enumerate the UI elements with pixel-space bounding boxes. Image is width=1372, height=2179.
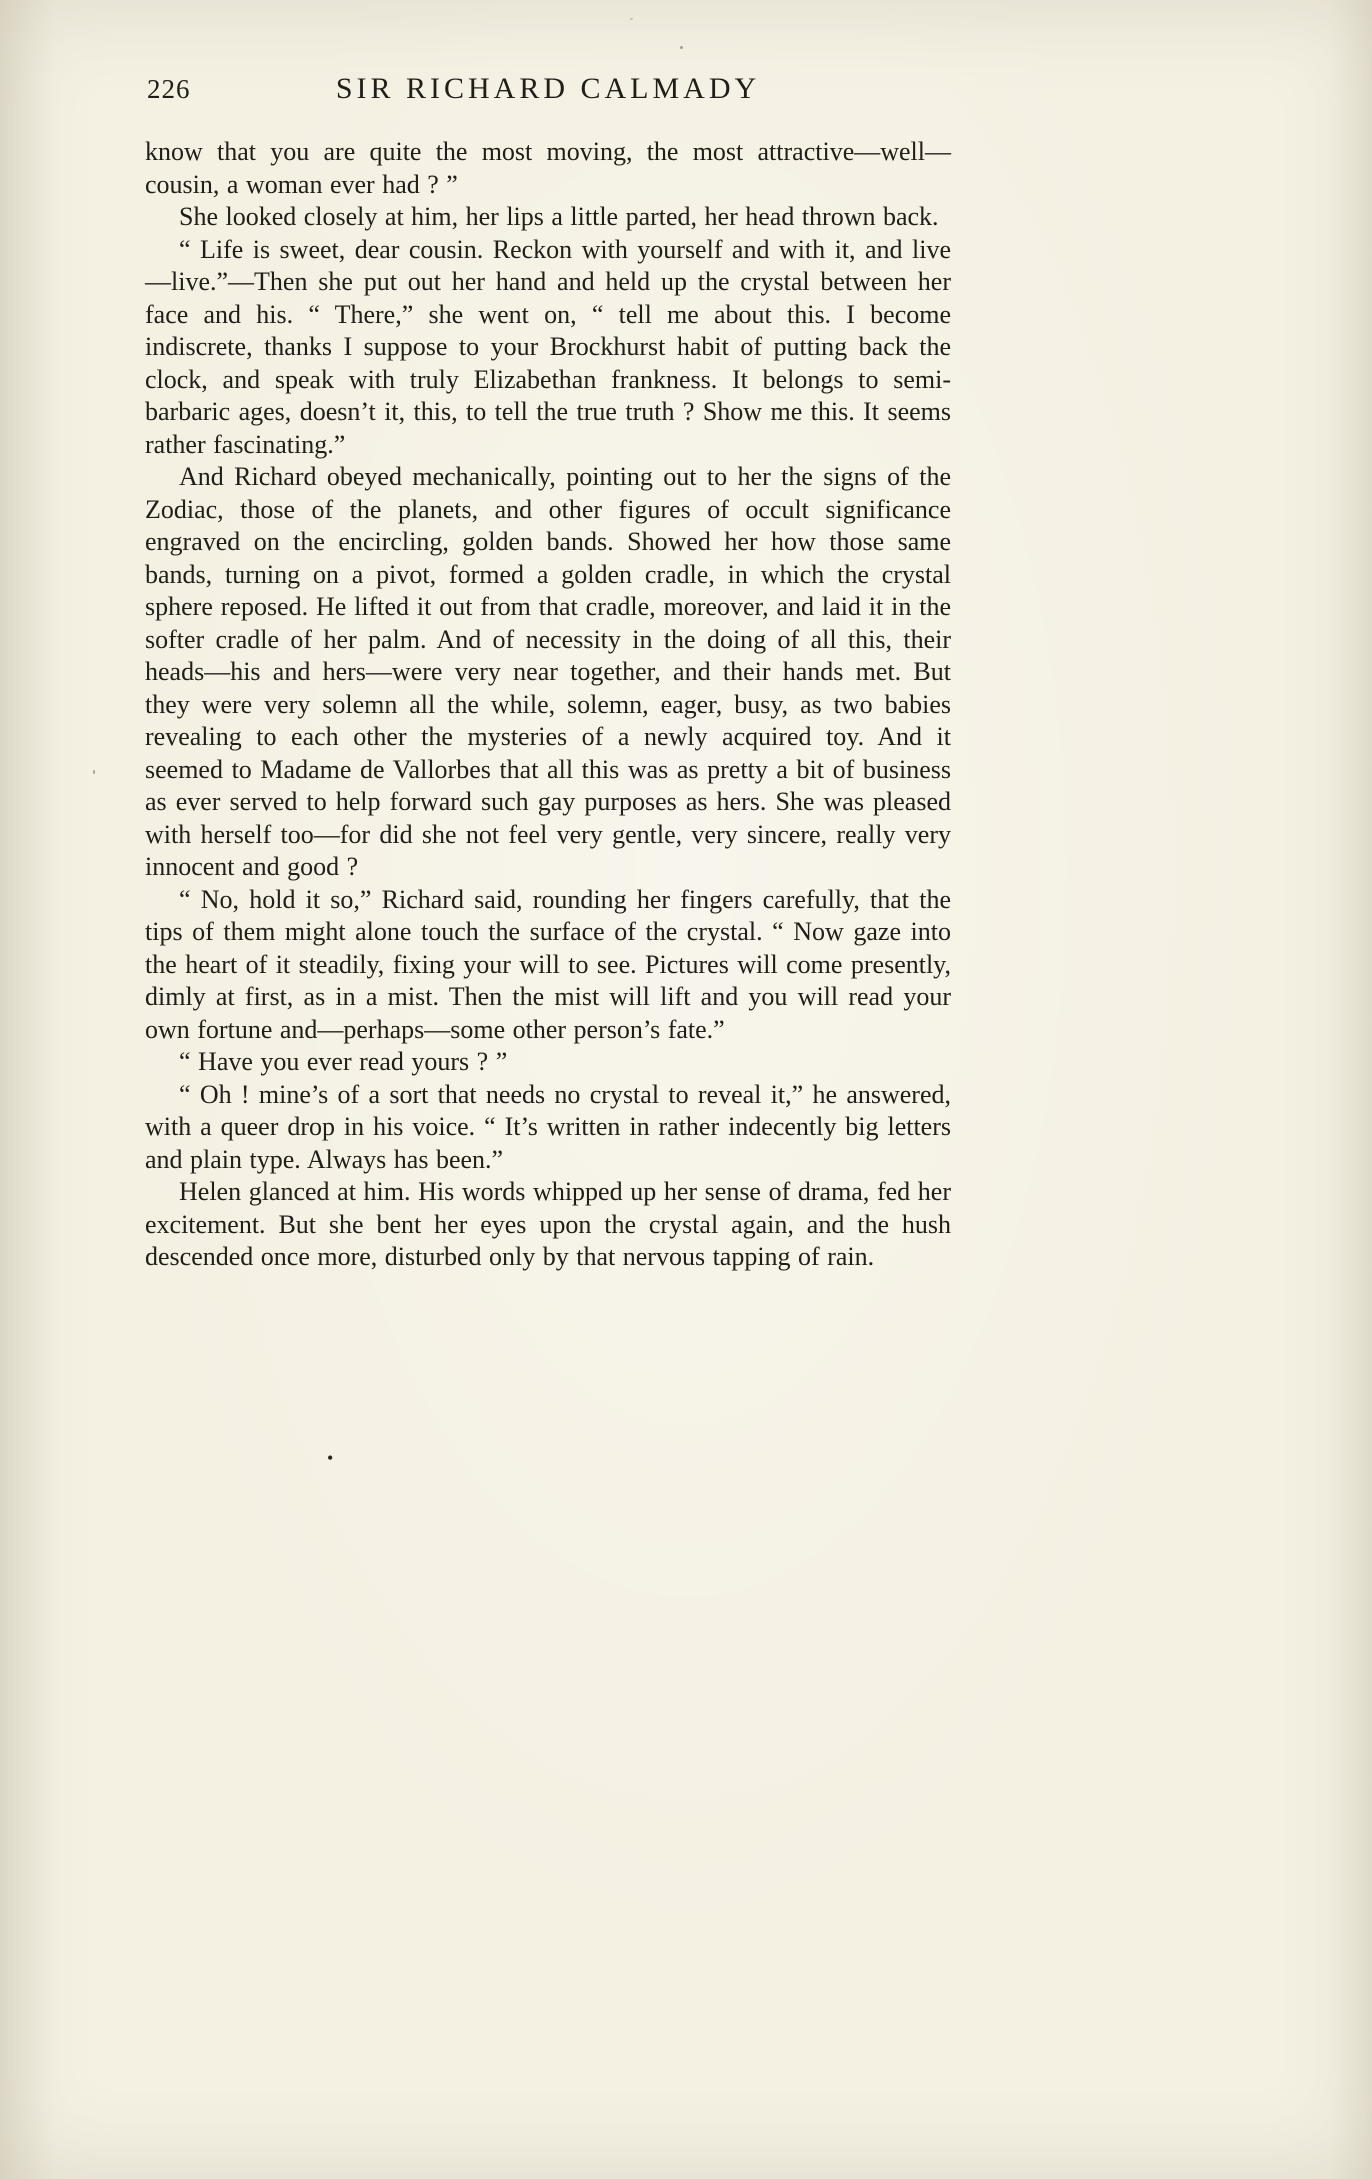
paragraph-richard-obeyed: And Richard obeyed mechanically, pointing out to her the signs of the Zodiac, those of the planets, and other figures of occult significance engraved on the encircling, golden bands. Showed her how those same bands, turning on a pivot, formed a golden cradle, in which the crystal sphere reposed. He lifted it out from that cradle, moreover, and laid it in the softer cradle of her palm. And of necessity in the doing of all this, their heads—his and hers—were very near together, and their hands met. But they were very solemn all the while, solemn, eager, busy, as two babies revealing to each other the mysteries of a newly acquired toy. And it seemed to Madame de Vallorbes that all this was as pretty a bit of business as ever served to help forward such gay purposes as hers. She was pleased with herself too—for did she not feel very gentle, very sincere, really very innocent and good ? [145,462,951,881]
text-block [145,72,951,1274]
paragraph-no-hold-it-so: “ No, hold it so,” Richard said, rounding her fingers carefully, that the tips of them might alone touch the surface of the crystal. “ Now gaze into the heart of it steadily, fixing your will to see. Pictures will come presently, dimly at first, as in a mist. Then the mist will lift and you will read your own fortune and—perhaps—some other person’s fate.” [145,884,951,1044]
paragraph-have-you-read: “ Have you ever read yours ? ” [179,1047,508,1076]
page-body [145,136,951,1274]
page-number: 226 [147,74,191,104]
paragraph-oh-mines: “ Oh ! mine’s of a sort that needs no crystal to reveal it,” he answered, with a queer drop in his voice. “ It’s written in rather indecently big letters and plain type. Always has been.” [145,1079,951,1174]
scan-speck [630,18,633,20]
paragraph-helen-glanced: Helen glanced at him. His words whipped up her sense of drama, fed her excitement. But she bent her eyes upon the crystal again, and the hush descended once more, disturbed only by that nervous tapping of rain. [145,1177,951,1271]
page-header [145,72,951,112]
printer-ornament-mark: • [327,1448,334,1468]
paragraph-life-is-sweet: “ Life is sweet, dear cousin. Reckon with yourself and with it, and live—live.”—Then she put out her hand and held up the crystal between her face and his. “ There,” she went on, “ tell me about this. I become indiscrete, thanks I suppose to your Brockhurst habit of putting back the clock, and speak with truly Elizabethan frankness. It belongs to semi-barbaric ages, doesn’t it, this, to tell the true truth ? Show me this. It seems rather fascinating.” [145,234,951,459]
scan-speck [680,46,683,49]
paragraph-continuation: know that you are quite the most moving, the most attractive—well—cousin, a woman ever had ? ” [145,137,951,199]
paragraph-she-looked: She looked closely at him, her lips a little parted, her head thrown back. [179,202,939,231]
scan-speck [93,770,95,774]
running-title: SIR RICHARD CALMADY [335,72,761,105]
